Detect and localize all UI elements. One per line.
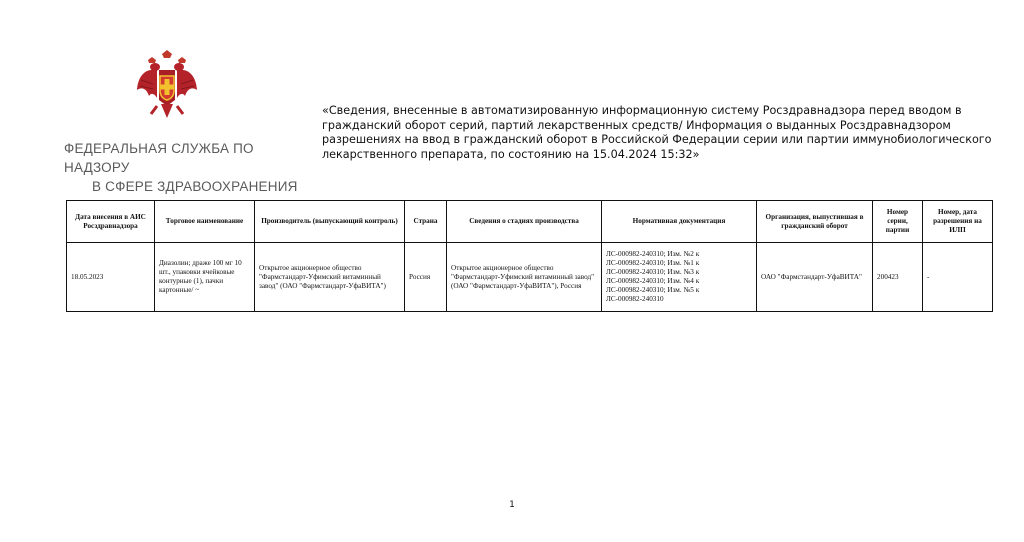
table-row <box>67 243 993 312</box>
registry-table <box>66 200 993 312</box>
page-number: 1 <box>509 500 515 510</box>
column-header-manufacturer: Производитель (выпускающий контроль) <box>255 201 405 243</box>
column-header-production-stages: Сведения о стадиях производства <box>447 201 602 243</box>
column-header-date: Дата внесения в АИС Росздравнадзора <box>67 201 155 243</box>
column-header-country: Страна <box>405 201 447 243</box>
cell-permit: - <box>923 243 993 312</box>
normative-doc-line: ЛС-000982-240310; Изм. №4 к <box>606 277 700 285</box>
cell-production-stages: Открытое акционерное общество "Фармстандарт-Уфимский витаминный завод" (ОАО "Фармстандарт-УфаВИТА"), Россия <box>447 243 602 312</box>
agency-name <box>64 139 304 196</box>
normative-doc-line: ЛС-000982-240310; Изм. №2 к <box>606 250 700 258</box>
cell-manufacturer: Открытое акционерное общество "Фармстандарт-Уфимский витаминный завод" (ОАО "Фармстандарт-УфаВИТА") <box>255 243 405 312</box>
double-headed-eagle-emblem-icon <box>135 50 199 122</box>
normative-doc-line: ЛС-000982-240310; Изм. №1 к <box>606 259 700 267</box>
normative-doc-line: ЛС-000982-240310; Изм. №3 к <box>606 268 700 276</box>
column-header-normative-docs: Нормативная документация <box>602 201 757 243</box>
cell-batch-number: 200423 <box>873 243 923 312</box>
column-header-organization: Организация, выпустившая в гражданский оборот <box>757 201 873 243</box>
cell-normative-docs <box>602 243 757 312</box>
document-title: «Сведения, внесенные в автоматизированную информационную систему Росздравнадзора перед вводом в гражданский оборот серий, партий лекарственных средств/ Информация о выданных Росздравнадзором разрешениях на ввод в гражданский оборот в Российской Федерации серии или партии иммунобиологического лекарственного препарата, по состоянию на 15.04.2024 15:32» <box>322 104 992 161</box>
agency-name-line-1: ФЕДЕРАЛЬНАЯ СЛУЖБА ПО НАДЗОРУ <box>64 141 254 175</box>
table-header-row <box>67 201 993 243</box>
cell-country: Россия <box>405 243 447 312</box>
column-header-trade-name: Торговое наименование <box>155 201 255 243</box>
agency-name-line-2: В СФЕРЕ ЗДРАВООХРАНЕНИЯ <box>92 179 298 194</box>
cell-organization: ОАО "Фармстандарт-УфаВИТА" <box>757 243 873 312</box>
column-header-permit: Номер, дата разрешения на ИЛП <box>923 201 993 243</box>
normative-doc-line: ЛС-000982-240310; Изм. №5 к <box>606 286 700 294</box>
cell-date: 18.05.2023 <box>67 243 155 312</box>
normative-doc-line: ЛС-000982-240310 <box>606 295 664 303</box>
column-header-batch-number: Номер серии, партии <box>873 201 923 243</box>
cell-trade-name: Диазолин; драже 100 мг 10 шт., упаковки ячейковые контурные (1), пачки картонные/ ~ <box>155 243 255 312</box>
